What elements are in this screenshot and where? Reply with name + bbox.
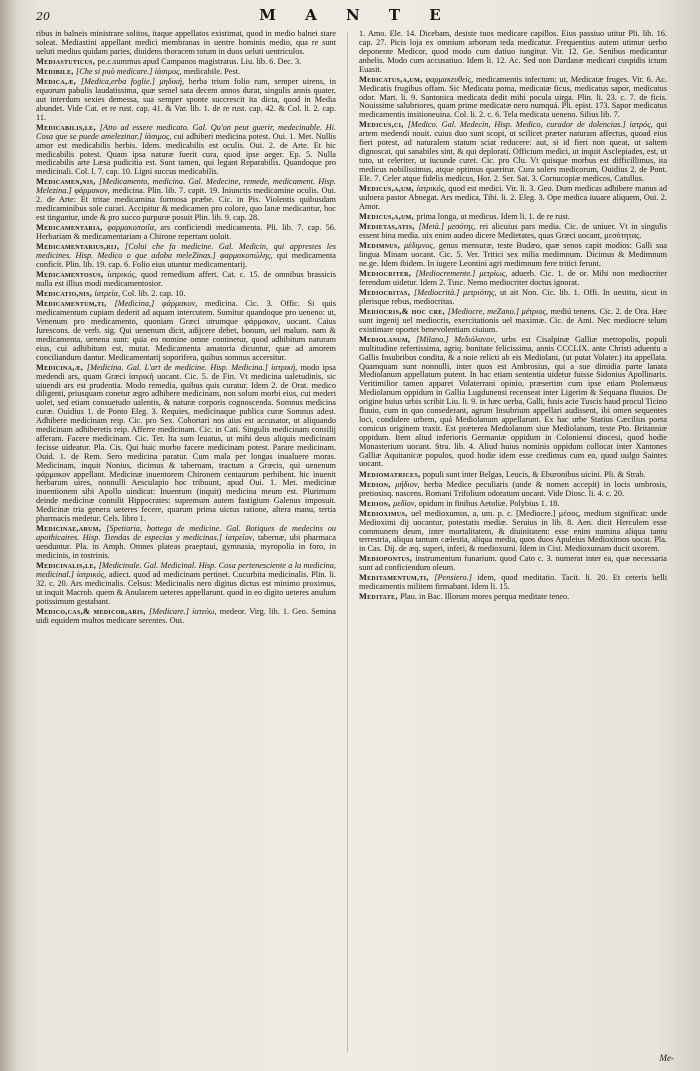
dictionary-entry xyxy=(359,242,667,269)
column-divider xyxy=(347,32,348,1052)
entry-headword: Medicamentum,ti, xyxy=(36,299,115,309)
entry-definition: medicamentis infectum: ut, Medicatæ fruges. Vir. 6. Ac. Medicatis frugibus offam. Sic Medicata poma, medicatæ ficus, medicatus sapor, medicatus odor. Mart. li. 9. Santonica medicata dedit mihi pocula uirga. Plin. li. 23. c. 7. de ficis. Nouissime salubriores, quam prime medicatæ nero numquá. Pli. epist. 173. Sapor medicatus medicamentis insitioneuina. Col. li. 2. c. 6. Tela medicata ueneno. Silius lib. 7. xyxy=(359,74,667,120)
dictionary-entry xyxy=(36,30,336,57)
entry-greek-equivalent: ἰάσιμος, xyxy=(154,67,184,76)
entry-headword: Mediolanum, xyxy=(359,334,417,344)
entry-headword: Mediastuticus, xyxy=(36,56,98,66)
entry-headword: Mediocriter, xyxy=(359,268,416,278)
entry-headword: Medicamen,nis, xyxy=(36,177,100,187)
entry-definition: idem, quod meditatio. Tacit. li. 20. Et ceteris belli medicamentis militem firmabant. Idem li. 15. xyxy=(359,573,667,592)
entry-definition: herba trium folio rum, semper uirens, in equorum pabulis laudatissima, quæ semel sata decem annos durat, singulis annis quater, aut interdum sexies demessa, sua semper sponte succrescit ita dicta, quod in Media abundet. Vide Cat. et re rust. cap. 41. & Var. lib. 1. de re rust. cap. 42. & Col. li. 2. cap. 11. xyxy=(36,77,336,122)
entry-definition: urbs est Cisalpinæ Galliæ metropolis, populi multitudine refertissima, agriq. bonitate felicissima, annis CCCLIX. ante Christi aduentu a Gallis Insubribus condita, & a noie relicti ab eis Mediolani, (ut putat Volater.) ita appellata. Quamquam sunt nonnulli, inter quos est Ambrosius, qui a sue dimidia parte lanata Mediolanum appellatum putent. In hac etiam sententia uidetur fuisse Sidonius Apollinaris. Veritimilior tamen apparet Volaterrani opinio, præsertim cum ipse etiam Ptolemæus Mediolanum oppidum in Gallia Lugdunensi recenseat inter Ligerim & Sequana fluuios. De origine huius urbis scribit Liu. li. 9. in hæc uerba, Galli, fusis acie Tuscis haud procul Ticino fluuio, cum in quo consederant, agrum Insubrium appellari audissent, ibi omen sequentes loci, condidere urbem, quá Mediolanum appellarunt. Ex hac urbe Statius Cæcilius poeta comicus originem traxit. Est præterea Mediolanum siue Mediolanum, teste Pto. Britanniæ oppidum. Item aliud inferioris Germaniæ oppidum in Coloniensi diocesi, quod hodie Monasterium uocant. Stra. lib. 4. Aliud huius nominis oppidum collocat inter Xantones Galliæ Aquitanicæ populos, quod hodie idem esse credimus cum eo, quod uulgo Saintes uocant. xyxy=(359,334,667,469)
entry-headword: Medicus,a,um, xyxy=(359,183,417,193)
entry-greek-equivalent: φαρμακευθείς, xyxy=(425,74,476,84)
entry-vernacular-gloss: [Medico. Gal. Medecin, Hisp. Medico, curador de dolencias.] xyxy=(407,120,630,130)
entry-greek-equivalent: φάρμακον, xyxy=(74,186,113,196)
entry-headword: Medicatus,a,um, xyxy=(359,74,426,84)
dictionary-entry xyxy=(359,30,667,75)
entry-vernacular-gloss: [Medicinale. Gal. Medicinal. Hisp. Cosa pertenesciente a la medicina, medicinal.] xyxy=(36,561,336,579)
entry-definition: Col. lib. 2. cap. 10. xyxy=(122,289,186,299)
entry-vernacular-gloss: [Metà.] xyxy=(418,221,448,231)
entry-headword: Medicatio,nis, xyxy=(36,289,95,299)
dictionary-entry xyxy=(359,76,667,121)
entry-headword: Mediocris,& hoc cre, xyxy=(359,306,448,316)
entry-definition: genus mensuræ, teste Budæo, quæ senos capit modios: Galli sua lingua Minam uocant. Cic. 5. Ver. Tritici sex milia medimnum. Dicimus & Medimnum ne.ge. Idem ibidem. In iugere Leontini agri medimnum fere tritici ferunt. xyxy=(359,240,667,268)
dictionary-entry xyxy=(359,593,667,602)
entry-definition: Plau. in Bac. Illorum mores perqua meditate teneo. xyxy=(400,592,570,602)
entry-headword: Medioximus, xyxy=(359,508,412,518)
left-column xyxy=(36,30,336,1060)
page-number: 20 xyxy=(36,10,50,23)
entry-definition: tabernæ, ubi pharmaca uenduntur. Pla. in Amph. Omnes plateas praeptaui, gymnasia, myropolia in foro, in medicinis, in tostrinis. xyxy=(36,533,336,560)
entry-vernacular-gloss: [Che si può medicare.] xyxy=(76,67,155,76)
dictionary-entry xyxy=(359,510,667,555)
dictionary-entry xyxy=(36,68,336,77)
entry-vernacular-gloss: [Atto ad essere medicato. Gal. Qu'on peut guerir, medecinable. Hi. Cosa que se puede amelezinar.] xyxy=(36,122,336,141)
entry-headword: Mediomatrices, xyxy=(359,469,423,479)
entry-headword: Meditate, xyxy=(359,592,401,602)
entry-definition: qui medicamenta conficit. Plin. lib. 19. cap. 6. Folio eius utuntur medicamentarij. xyxy=(36,251,336,269)
dictionary-entry xyxy=(359,121,667,183)
entry-definition: ribus in balneis ministrare solitos, itaque appellatos existimat, quod in medio balnei stare soleat. Mediastini appellant medici membranas in uentre hominis medio, qua re sunt ueluti medius quidam paries, diuidens thoracem totum in duos ueluti uentriculos. xyxy=(36,30,336,56)
entry-definition: ars conficiendi medicamenta. Pli. lib. 7. cap. 56. Herbariam & medicamentariam a Chirone repertam uoluit. xyxy=(36,223,336,242)
entry-definition: adiect. quod ad medicinam pertinet. Cucurbita medicinalis. Plin. li. 32. c. 20. Ars medicinalis. Celsus: Medicinalis nero digitus dictus est minimo proximus, ut inquit Macrob. quem & Anularem ueteres appellarunt. quod in eo digito ueteres anulum potissimum gestabant. xyxy=(36,569,336,606)
entry-headword: Medicus,a,um, xyxy=(359,211,417,221)
entry-vernacular-gloss: [Spetiaria, bottega de medicine. Gal. Botiques de medecins ou apothicaires. Hisp. Tiendas de especias y medicinas.] xyxy=(36,524,336,543)
entry-greek-equivalent: μεδίον, xyxy=(393,498,419,508)
entry-greek-equivalent: ἰατρική, xyxy=(271,362,301,372)
entry-headword: Medion, xyxy=(359,479,396,489)
entry-headword: Medicabilis,le, xyxy=(36,122,100,132)
entry-definition: cui adhiberi medicina potest. Oui. 1. Met. Nullis amor est medicabilis herbis. Idem. medicabilis est oculis. Oui. 2. de Arte. Et hic medicabilis potest. Quam ipsa naturæ fuerit cura, quod ipse aeger. Ep. 5. Nulla medicabilis arte Læsa pudicitia est. Sunt tamen, qui legant Reparabilis. Quandoque pro medicinali. Col. l. 7. cap. 10. Ligni succus medicabilis. xyxy=(36,131,336,177)
entry-greek-equivalent: ἰατρικός, xyxy=(416,183,449,193)
dictionary-entry xyxy=(359,574,667,592)
dictionary-entry xyxy=(36,178,336,223)
dictionary-entry xyxy=(359,481,667,499)
catchword: Me- xyxy=(659,1053,674,1063)
entry-greek-equivalent: Μεδιόλανον, xyxy=(454,334,502,344)
entry-headword: Medietas,atis, xyxy=(359,221,419,231)
dictionary-entry xyxy=(359,223,667,241)
dictionary-entry xyxy=(36,58,336,67)
entry-definition: rei alicuius pars media. Cic. de uniuer. Vt in singulis essent bina media. uix enim audeo dicere Medietates, quas Græci uocant, μεσότητας. xyxy=(359,221,667,240)
dictionary-entry xyxy=(36,78,336,123)
dictionary-entry xyxy=(359,555,667,573)
entry-headword: Medimnus, xyxy=(359,240,404,250)
entry-greek-equivalent: ἰατεύω, xyxy=(192,606,220,616)
entry-headword: Medicina,æ, xyxy=(36,362,87,372)
right-column xyxy=(359,30,667,1060)
page-header xyxy=(36,6,676,28)
entry-vernacular-gloss: [Mediocremente.] xyxy=(415,268,480,278)
entry-greek-equivalent: μηδική, xyxy=(159,77,189,87)
entry-headword: Mediocritas, xyxy=(359,287,414,297)
entry-definition: populi sunt inter Belgas, Leucis, & Eburonibus uicini. Pli. & Strab. xyxy=(422,469,646,479)
entry-vernacular-gloss: [Medicina,] xyxy=(114,299,163,309)
entry-definition: opidum in finibus Aetoliæ. Polybius 1. 18. xyxy=(418,498,560,508)
entry-headword: Medion, xyxy=(359,498,394,508)
entry-headword: Meditamentum,ti, xyxy=(359,573,435,583)
entry-greek-equivalent: μετρίως, xyxy=(479,268,512,278)
entry-greek-equivalent: μέδιμνος, xyxy=(403,240,439,250)
entry-definition: modo ipsa medendi ars, quam Græci ἰατρική uocant. Cic. 5. de Fin. Vt medicina ualetudinis, sic uiuendi ars est prudentia. Modo remedia, quibus quis curatur. Idem 2. de Orat. medico diligenti, priusquam conetur ægro adhibere medicinam, non solum morbi eius, cui mederi uolet, sed etiam consuetudo ualentis, & naturæ corporis cognoscenda. Somnus medicina curæ. Ouidius 1. de Ponto Eleg. 3. Requies, medicinaque publica curæ Somnus adest. Adhibere medicinam reip. Cic. pro Sex. Cohortari nos aius est accusator, ut aliquando medicinam adhiberetis reip. Afferre medicinam. Cic. in Cati. Singulis medicinam consilij afferam. Facere medicinam. Cic. Ter. Ita sum leuatus, ut mihi deus aliquis medicinam fecisse uideatur. Pla. Cis. Qui huic morbo facere medicinam potest. Parare medicinam. Ouid. 1. de Rem. Sero medicina paratur. Cum mala per longas inualuere moras. Medicinam, inquit Nonius, dicimus & tabernam, tractum a Græcis, qui uenenum φάρμακον appellant. Medicinæ inuentorem Chironem centaurum perhibent. hic inuenit herbarum uires, nonnulli Aesculapio hoc tribuunt, apud Oui. 1. Met. medicinæ inuentionem sibi Apollo uindicat: Inuentum (inquit) medicina meum est. Plurimum deinde medicinæ contulit Hippocrates: supremum autem fastigium Galenus imposuit. Medicinæ tria genera ueteres fecere, quarum prima uictus ratione, altera manu, tertia pharmacis medetur. Cels. libro 1. xyxy=(36,362,336,524)
entry-headword: Medicamentarius,rij, xyxy=(36,242,126,252)
dictionary-entry xyxy=(36,608,336,626)
entry-headword: Mediopontus, xyxy=(359,554,416,564)
entry-greek-equivalent: φάρμακον, xyxy=(162,299,206,309)
entry-greek-equivalent: μετριότης, xyxy=(463,287,501,297)
dictionary-entry xyxy=(359,336,667,470)
entry-greek-equivalent: ἰατρεῖον, xyxy=(225,533,258,543)
dictionary-entry xyxy=(36,562,336,607)
entry-vernacular-gloss: [Colui che fa medicine. Gal. Medicin, qui apprestes les medicines. Hisp. Medico o que adoba meleZinas.] xyxy=(36,242,336,261)
dictionary-entry xyxy=(359,289,667,307)
entry-greek-equivalent: μήδιον, xyxy=(395,479,424,489)
entry-headword: Medica,æ, xyxy=(36,77,81,87)
entry-definition: 1. Amo. Ele. 14. Dicebam, desiste tuos medicare capillos. Eius passiuo utitur Pli. lib. 16. cap. 27. Picis loja ex omnium arborum teda medicatur. Frequentius autem utimur uerbo deponente Medicor, quod modo cum datiuo iungitur. Vir. 12. Ge. Senibus medicantur anhelis. Modo cum accusatiuo. Idem li. 12. Ac. Sed non Dardanæ medicari cuspidis ictum Euasit. xyxy=(359,30,667,74)
entry-definition: uel medioxumus, a, um. p. c. [Mediocre.] μέσος, medium significat: unde Medioximi dij uocantur, potestatis mediæ. Seruius in lib. 8. Aen. dicit Herculem esse communem deum, inter mortalitatem, & diuinitatem: esse enim numina aliqua tantu terrestria, aliqua tantum cælestia, aliqua media, quos duos Apuleius Medioximos uocat. Pla. in Cas. Dij. de æq. superi, inferi, & medioxumi. Idem in Cist. Medioxumam ducit uxorem. xyxy=(359,508,667,554)
entry-headword: Medicus,ci, xyxy=(359,120,408,130)
entry-vernacular-gloss: [Medicamento, medicina. Gal. Medecine, remede, medicament. Hisp. Melezina.] xyxy=(36,177,336,196)
entry-greek-equivalent: φαρμακοπώλης, xyxy=(219,251,277,261)
entry-definition: prima longa, ut medicus. Idem li. 1. de re rust. xyxy=(416,211,570,221)
dictionary-entry xyxy=(36,224,336,242)
dictionary-entry xyxy=(36,525,336,561)
entry-greek-equivalent: ἰατρικός, xyxy=(107,270,141,280)
entry-definition: qui artem medendi nouit. cuius duo sunt scopi, ut scilicet præter naturam affectus, quoad eius fieri potest, ad naturalem statum sciat reducere: aut, si id fieri non queat, ut saltem dignoscat, qui sanabiles sint, & qui deplorati. Officium medici, ut inquit Asclepiades, est, ut tuto, ut celeriter, ut iucunde curet. Cic. pro Clu. Vt quisque morbus est difficillimus, ita medicus nobilissimus, atque optimus quæritur. Cura solers medicorum, Ouidius 2. de Pont. Ele. 7. Celer atque fidelis medicus, Hor. 2. Ser. Sat. 3. Cornucopiæ medicos, Catullus. xyxy=(359,120,667,183)
entry-greek-equivalent: ἰάσιμος, xyxy=(144,131,174,141)
dictionary-entry xyxy=(36,290,336,299)
dictionary-entry xyxy=(36,271,336,289)
entry-greek-equivalent: μέτριος, xyxy=(521,306,551,316)
entry-definition: instrumentum funarium. quod Cato c. 3. numerat inter ea, quæ necessaria sunt ad conficiendum oleum. xyxy=(359,554,667,573)
dictionary-entry xyxy=(359,213,667,222)
entry-greek-equivalent: μεσότης, xyxy=(447,221,480,231)
entry-headword: Medicinae,arum, xyxy=(36,524,107,534)
entry-definition: aduerb. Cic. 1. de or. Mihi non mediocriter ferendum uidetur. Idem 2. Tusc. Nemo mediocriter doctus ignorat. xyxy=(359,268,667,287)
entry-definition: herba Medice peculiaris (unde & nomen accepit) in locis umbrosis, pretiosisq. nascens. Romani Trifolium odoratum uocant. Vide Diosc. li. 4. c. 20. xyxy=(359,479,667,498)
entry-definition: mediú tenens. Cic. 2. de Ora. Hæc sunt ingenij uel mediocris, exercitationis uel maximæ. Cic. de Ami. Nec mediocre telum existimare oportet benevolentiam ciuium. xyxy=(359,306,667,334)
entry-greek-equivalent: φαρμακοποιΐα, xyxy=(107,223,161,233)
dictionary-entry xyxy=(359,185,667,212)
entry-definition: medicina. Plin. lib. 7. capit. 19. Iniunctis medicamine oculis. Oui. 2. de Arte: Et tritae medicamina formosa præbe. Cic. in Pis. Violentis quibusdam medicaminibus sole curari. Accipitur & medicamen pro colore, quo lanæ medicantur, hoc est tinguntur, unde & pro succo purpuræ posuit Plin. lib. 9. cap. 28. xyxy=(36,186,336,223)
entry-headword: Medicamentosus, xyxy=(36,270,108,280)
gutter-shadow xyxy=(0,0,18,1071)
entry-vernacular-gloss: [Mediocre, meZano.] xyxy=(447,306,522,316)
dictionary-entry xyxy=(36,124,336,177)
entry-headword: Medibile, xyxy=(36,67,76,76)
dictionary-entry xyxy=(36,300,336,362)
entry-definition: quod est medici. Vir. li. 3. Geo. Dum medicas adhibere manus ad uulnera pastor Abnegat. Ars medica, Tibi. li. 2. Eleg. 3. Ope medica iuuare aliquem, Oui. 2. Amor. xyxy=(359,183,667,211)
entry-definition: ut ait Non. Cic. lib. 1. Offi. In uestitu, sicut in plerisque rebus, mediocritas. xyxy=(359,287,667,306)
entry-headword: Medico,cas,& medicor,aris, xyxy=(36,606,149,616)
entry-greek-equivalent: ἰατρός, xyxy=(629,120,657,130)
entry-headword: Medicamentaria, xyxy=(36,223,108,233)
dictionary-entry xyxy=(36,364,336,524)
entry-greek-equivalent: ἰατρεία, xyxy=(94,289,123,299)
entry-vernacular-gloss: [Medicare.] xyxy=(148,606,193,616)
entry-vernacular-gloss: [Medicina. Gal. L'art de medicine. Hisp. Medicina.] xyxy=(86,362,272,372)
dictionary-entry xyxy=(359,471,667,480)
entry-definition: quod remedium affert. Cat. c. 15. de omnibus brassicis nulla est illius modi medicamentosior. xyxy=(36,270,336,288)
dictionary-entry xyxy=(359,500,667,509)
entry-definition: medicabile. Pest. xyxy=(183,67,241,76)
entry-headword: Medicinalis,le, xyxy=(36,561,99,570)
dictionary-entry xyxy=(359,270,667,288)
entry-definition: medicina. Cic. 3. Offic. Si quis medicamentum cupiam dederit ad aquam intercutem. Sumitur quandoque pro ueneno: ut, Venenum pro medicamento, quoniam Græci utrumque φάρμακον, uocant. Caius Iurescons. de verb. sig. Qui uenenum dicit, adijcere debet, bonum, uel malum. nam & medicamenta, uenena sunt: quia eo nomine omne continetur, quod adhibitum naturam eius, cui adhibitum est, mutat. Medicamenta amatoria dicuntur, quæ ad amorem conciliandum dantur. Medicamentarij soporifera, quibus somnus accersitur. xyxy=(36,299,336,362)
entry-vernacular-gloss: [Medica,erba foglie.] xyxy=(80,77,160,87)
dictionary-entry xyxy=(359,308,667,335)
entry-definition: medeor. Virg. lib. 1. Geo. Semina uidi equidem multos medicare serentes. Oui. xyxy=(36,606,336,625)
entry-vernacular-gloss: [Milano.] xyxy=(416,334,455,344)
entry-vernacular-gloss: [Mediocrità.] xyxy=(414,287,464,297)
entry-vernacular-gloss: [Pensiero.] xyxy=(434,573,478,583)
running-head: M A N T E xyxy=(259,6,453,24)
entry-definition: pe.c.summus apud Campanos magistratus. Liu. lib. 6. Dec. 3. xyxy=(97,56,302,66)
dictionary-entry xyxy=(36,243,336,270)
entry-greek-equivalent: ἰατρικός, xyxy=(76,569,109,579)
